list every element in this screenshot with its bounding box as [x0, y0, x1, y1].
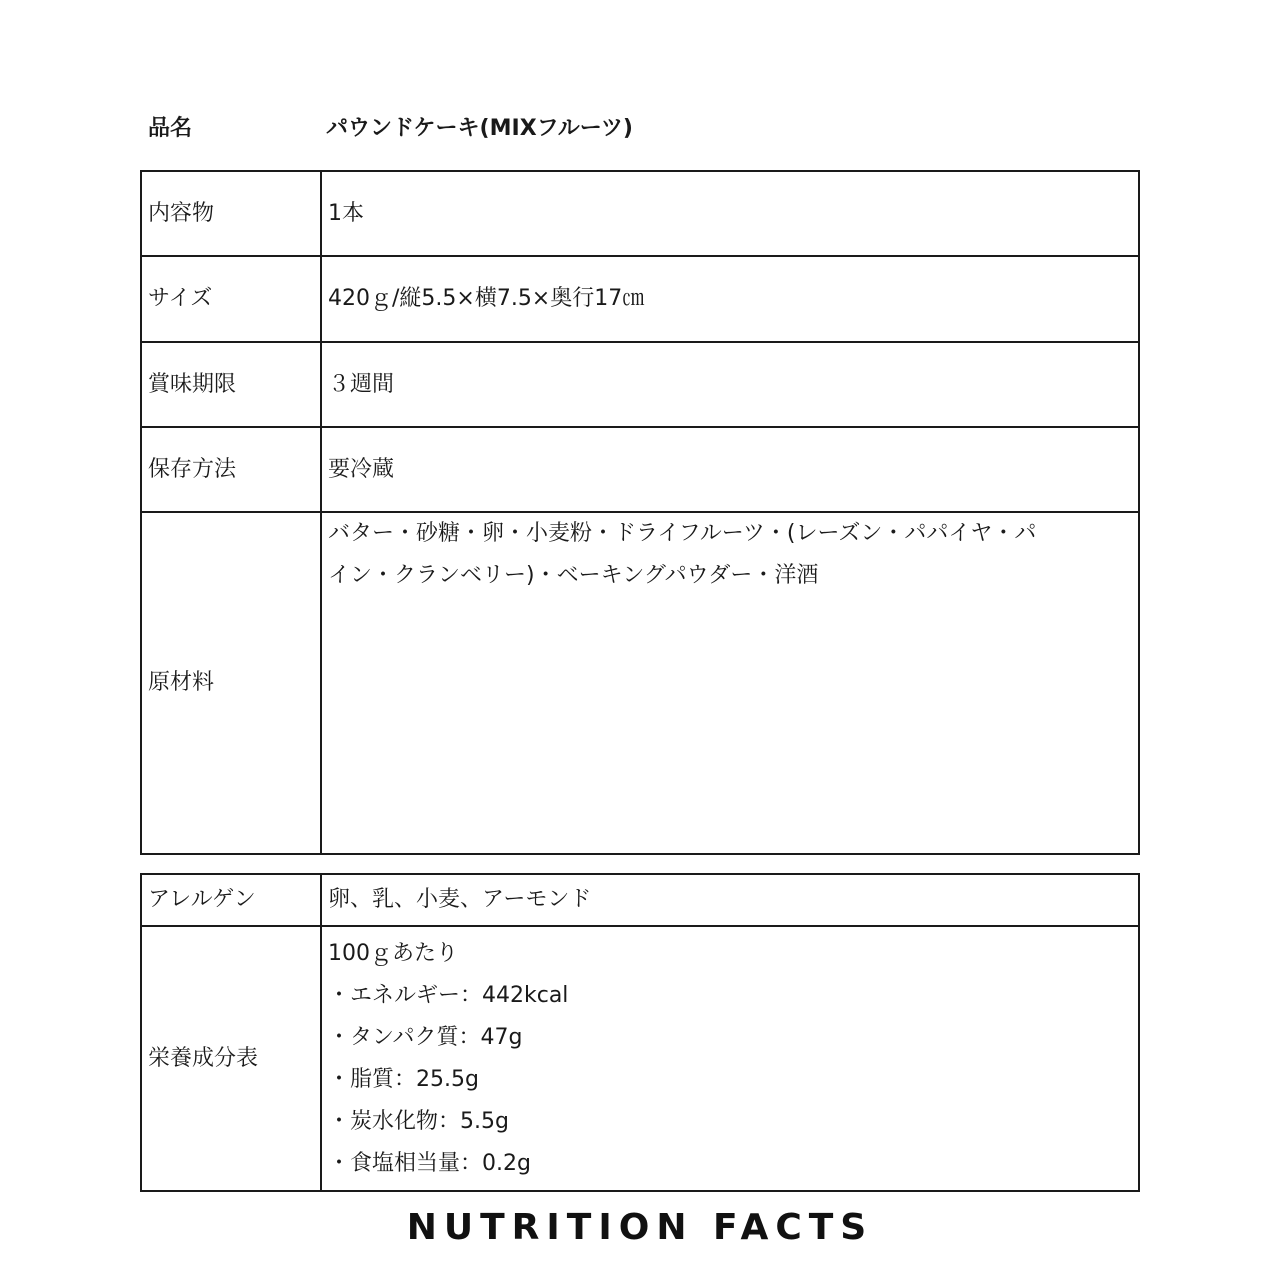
footer-title: NUTRITION FACTS	[406, 1207, 874, 1248]
nutrition-line: 100ｇあたり	[328, 940, 458, 966]
nutrition-line: ・食塩相当量：0.2g	[328, 1150, 531, 1176]
spec-table	[140, 170, 1140, 855]
product-name-row	[148, 112, 1138, 146]
contents-label: 内容物	[141, 171, 321, 256]
contents-value: 1本	[321, 171, 1139, 256]
size-label: サイズ	[141, 256, 321, 342]
spec-row-storage	[141, 427, 1139, 512]
nutrition-label: 栄養成分表	[141, 926, 321, 1191]
nutrition-value	[321, 926, 1139, 1191]
allergen-row	[141, 874, 1139, 926]
storage-label: 保存方法	[141, 427, 321, 512]
allergen-label: アレルゲン	[141, 874, 321, 926]
spec-row-size	[141, 256, 1139, 342]
spec-row-ingredients	[141, 512, 1139, 854]
ingredients-line: イン・クランベリー)・ベーキングパウダー・洋酒	[328, 563, 819, 588]
size-value: 420ｇ/縦5.5×横7.5×奥行17㎝	[321, 256, 1139, 342]
nutrition-table	[140, 873, 1140, 1192]
ingredients-value	[321, 512, 1139, 854]
spec-row-best-before	[141, 342, 1139, 427]
product-name-label: 品名	[148, 116, 193, 141]
allergen-value: 卵、乳、小麦、アーモンド	[321, 874, 1139, 926]
nutrition-line: ・エネルギー：442kcal	[328, 982, 569, 1008]
ingredients-line: バター・砂糖・卵・小麦粉・ドライフルーツ・(レーズン・パパイヤ・パ	[328, 521, 1037, 546]
nutrition-row	[141, 926, 1139, 1191]
nutrition-line: ・炭水化物：5.5g	[328, 1108, 509, 1134]
storage-value: 要冷蔵	[321, 427, 1139, 512]
product-name-value: パウンドケーキ(MIXフルーツ)	[326, 116, 633, 141]
nutrition-line: ・脂質：25.5g	[328, 1066, 479, 1092]
best-before-label: 賞味期限	[141, 342, 321, 427]
spec-row-contents	[141, 171, 1139, 256]
ingredients-label: 原材料	[141, 512, 321, 854]
best-before-value: ３週間	[321, 342, 1139, 427]
nutrition-line: ・タンパク質：47g	[328, 1024, 523, 1050]
